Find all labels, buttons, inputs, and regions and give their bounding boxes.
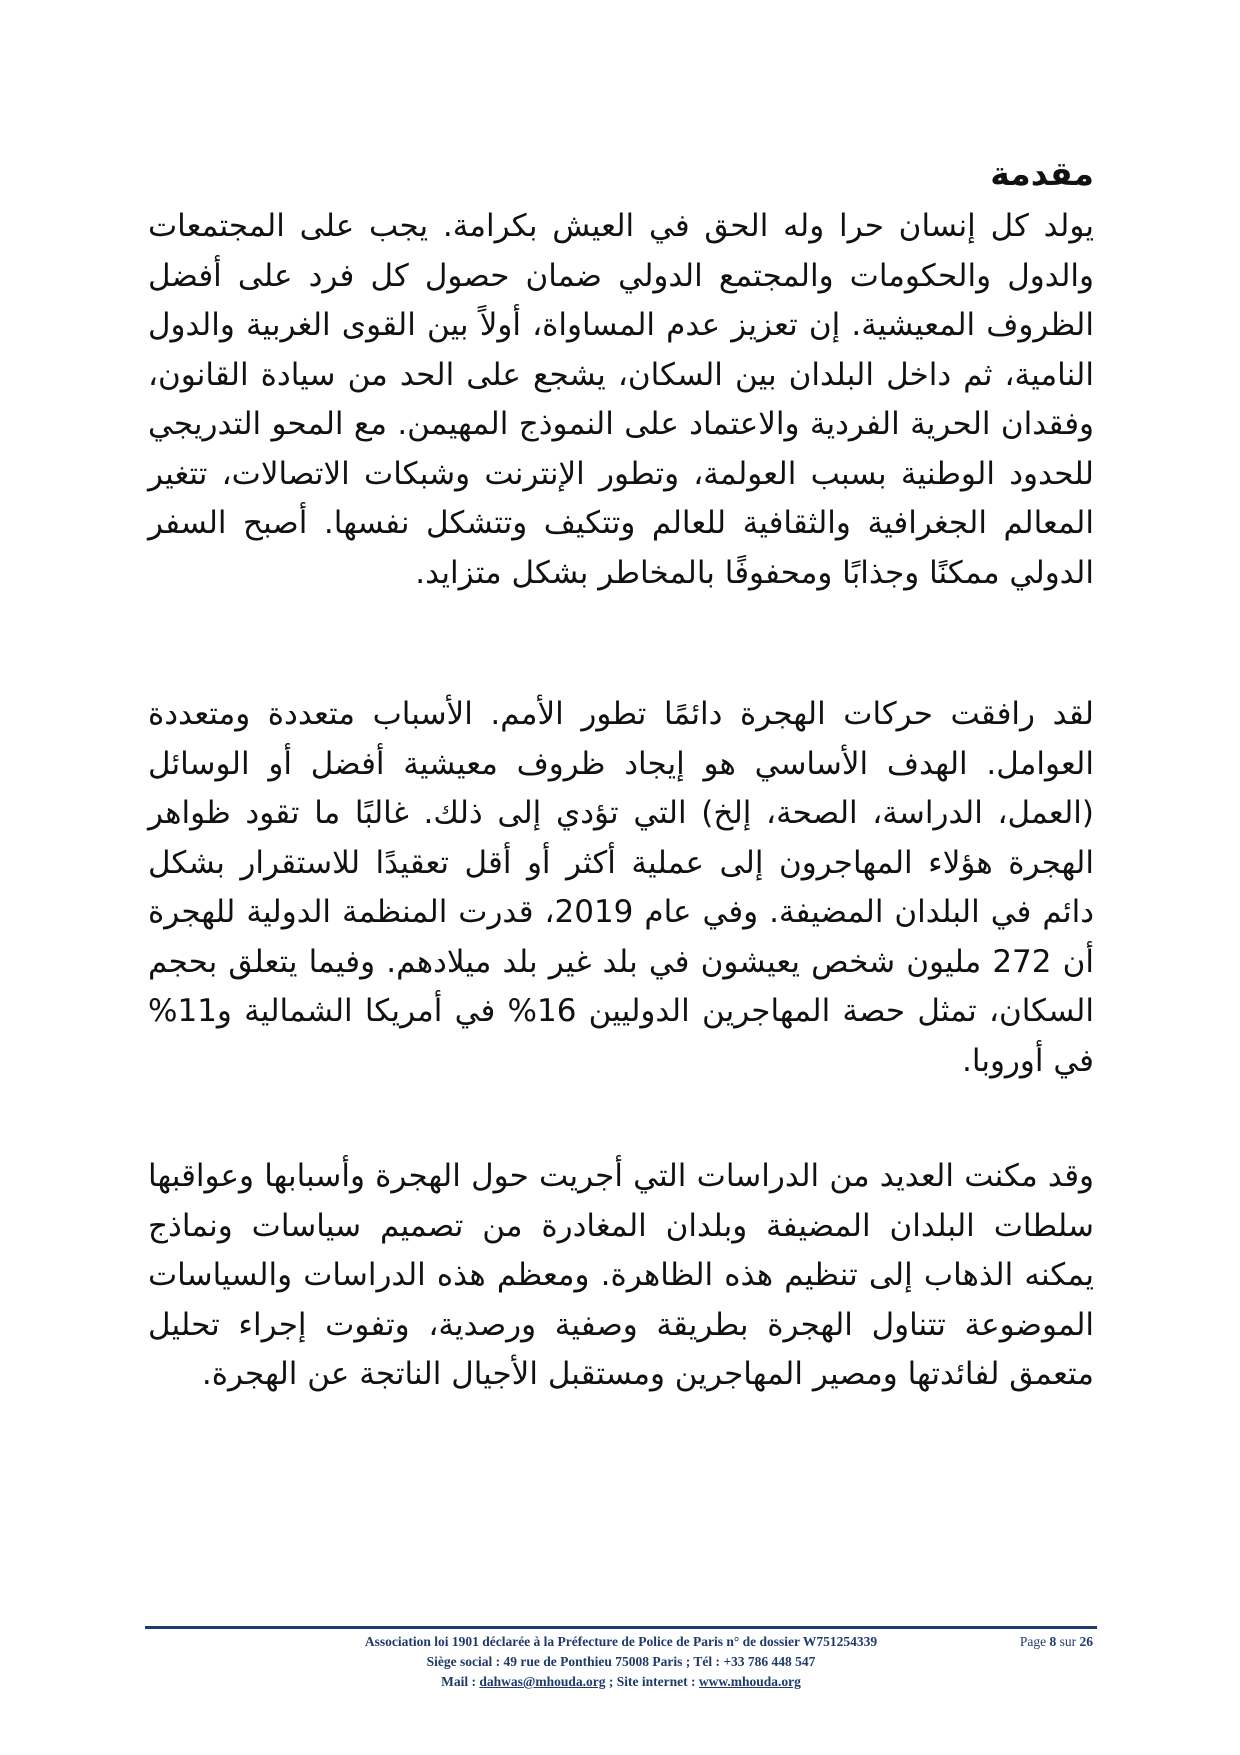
body-content bbox=[148, 150, 1094, 1400]
paragraph-1: يولد كل إنسان حرا وله الحق في العيش بكرامة. يجب على المجتمعات والدول والحكومات والمجتمع الدولي ضمان حصول كل فرد على أفضل الظروف المعيشية. إن تعزيز عدم المساواة، أولاً بين القوى الغربية والدول النامية، ثم داخل البلدان بين السكان، يشجع على الحد من سيادة القانون، وفقدان الحرية الفردية والاعتماد على النموذج المهيمن. مع المحو التدريجي للحدود الوطنية بسبب العولمة، وتطور الإنترنت وشبكات الاتصالات، تتغير المعالم الجغرافية والثقافية للعالم وتتكيف وتتشكل نفسها. أصبح السفر الدولي ممكنًا وجذابًا ومحفوفًا بالمخاطر بشكل متزايد. bbox=[148, 208, 1094, 591]
footer-line-1 bbox=[145, 1632, 1097, 1652]
section-heading: مقدمة bbox=[990, 154, 1094, 193]
footer-line-3 bbox=[145, 1672, 1097, 1692]
footer-divider bbox=[145, 1626, 1097, 1629]
email-link[interactable]: dahwas@mhouda.org bbox=[479, 1674, 606, 1689]
page-label: Page bbox=[1019, 1634, 1050, 1649]
page-total: 26 bbox=[1079, 1634, 1093, 1649]
paragraph-3: وقد مكنت العديد من الدراسات التي أجريت حول الهجرة وأسبابها وعواقبها سلطات البلدان المضيفة وبلدان المغادرة من تصميم سياسات ونماذج يمكنه الذهاب إلى تنظيم هذه الظاهرة. ومعظم هذه الدراسات والسياسات الموضوعة تتناول الهجرة بطريقة وصفية ورصدية، وتفوت إجراء تحليل متعمق لفائدتها ومصير المهاجرين ومستقبل الأجيال الناتجة عن الهجرة. bbox=[148, 1158, 1094, 1392]
mail-label: Mail : bbox=[441, 1674, 480, 1689]
page-footer bbox=[145, 1632, 1097, 1692]
page-separator: sur bbox=[1056, 1634, 1080, 1649]
association-registration: Association loi 1901 déclarée à la Préfecture de Police de Paris n° de dossier W751254339 bbox=[364, 1634, 878, 1649]
paragraph-2: لقد رافقت حركات الهجرة دائمًا تطور الأمم. الأسباب متعددة ومتعددة العوامل. الهدف الأساسي هو إيجاد ظروف معيشية أفضل أو الوسائل (العمل، الدراسة، الصحة، إلخ) التي تؤدي إلى ذلك. غالبًا ما تقود ظواهر الهجرة هؤلاء المهاجرون إلى عملية أكثر أو أقل تعقيدًا للاستقرار بشكل دائم في البلدان المضيفة. وفي عام 2019، قدرت المنظمة الدولية للهجرة أن 272 مليون شخص يعيشون في بلد غير بلد ميلادهم. وفيما يتعلق بحجم السكان، تمثل حصة المهاجرين الدوليين 16% في أمريكا الشمالية و11% في أوروبا. bbox=[148, 696, 1095, 1079]
page-number: 8 bbox=[1049, 1634, 1057, 1649]
page-number-indicator bbox=[1020, 1632, 1093, 1652]
website-link[interactable]: www.mhouda.org bbox=[698, 1674, 801, 1689]
site-label: ; Site internet : bbox=[605, 1674, 699, 1689]
footer-line-2: Siège social : 49 rue de Ponthieu 75008 Paris ; Tél : +33 786 448 547 bbox=[426, 1654, 816, 1669]
